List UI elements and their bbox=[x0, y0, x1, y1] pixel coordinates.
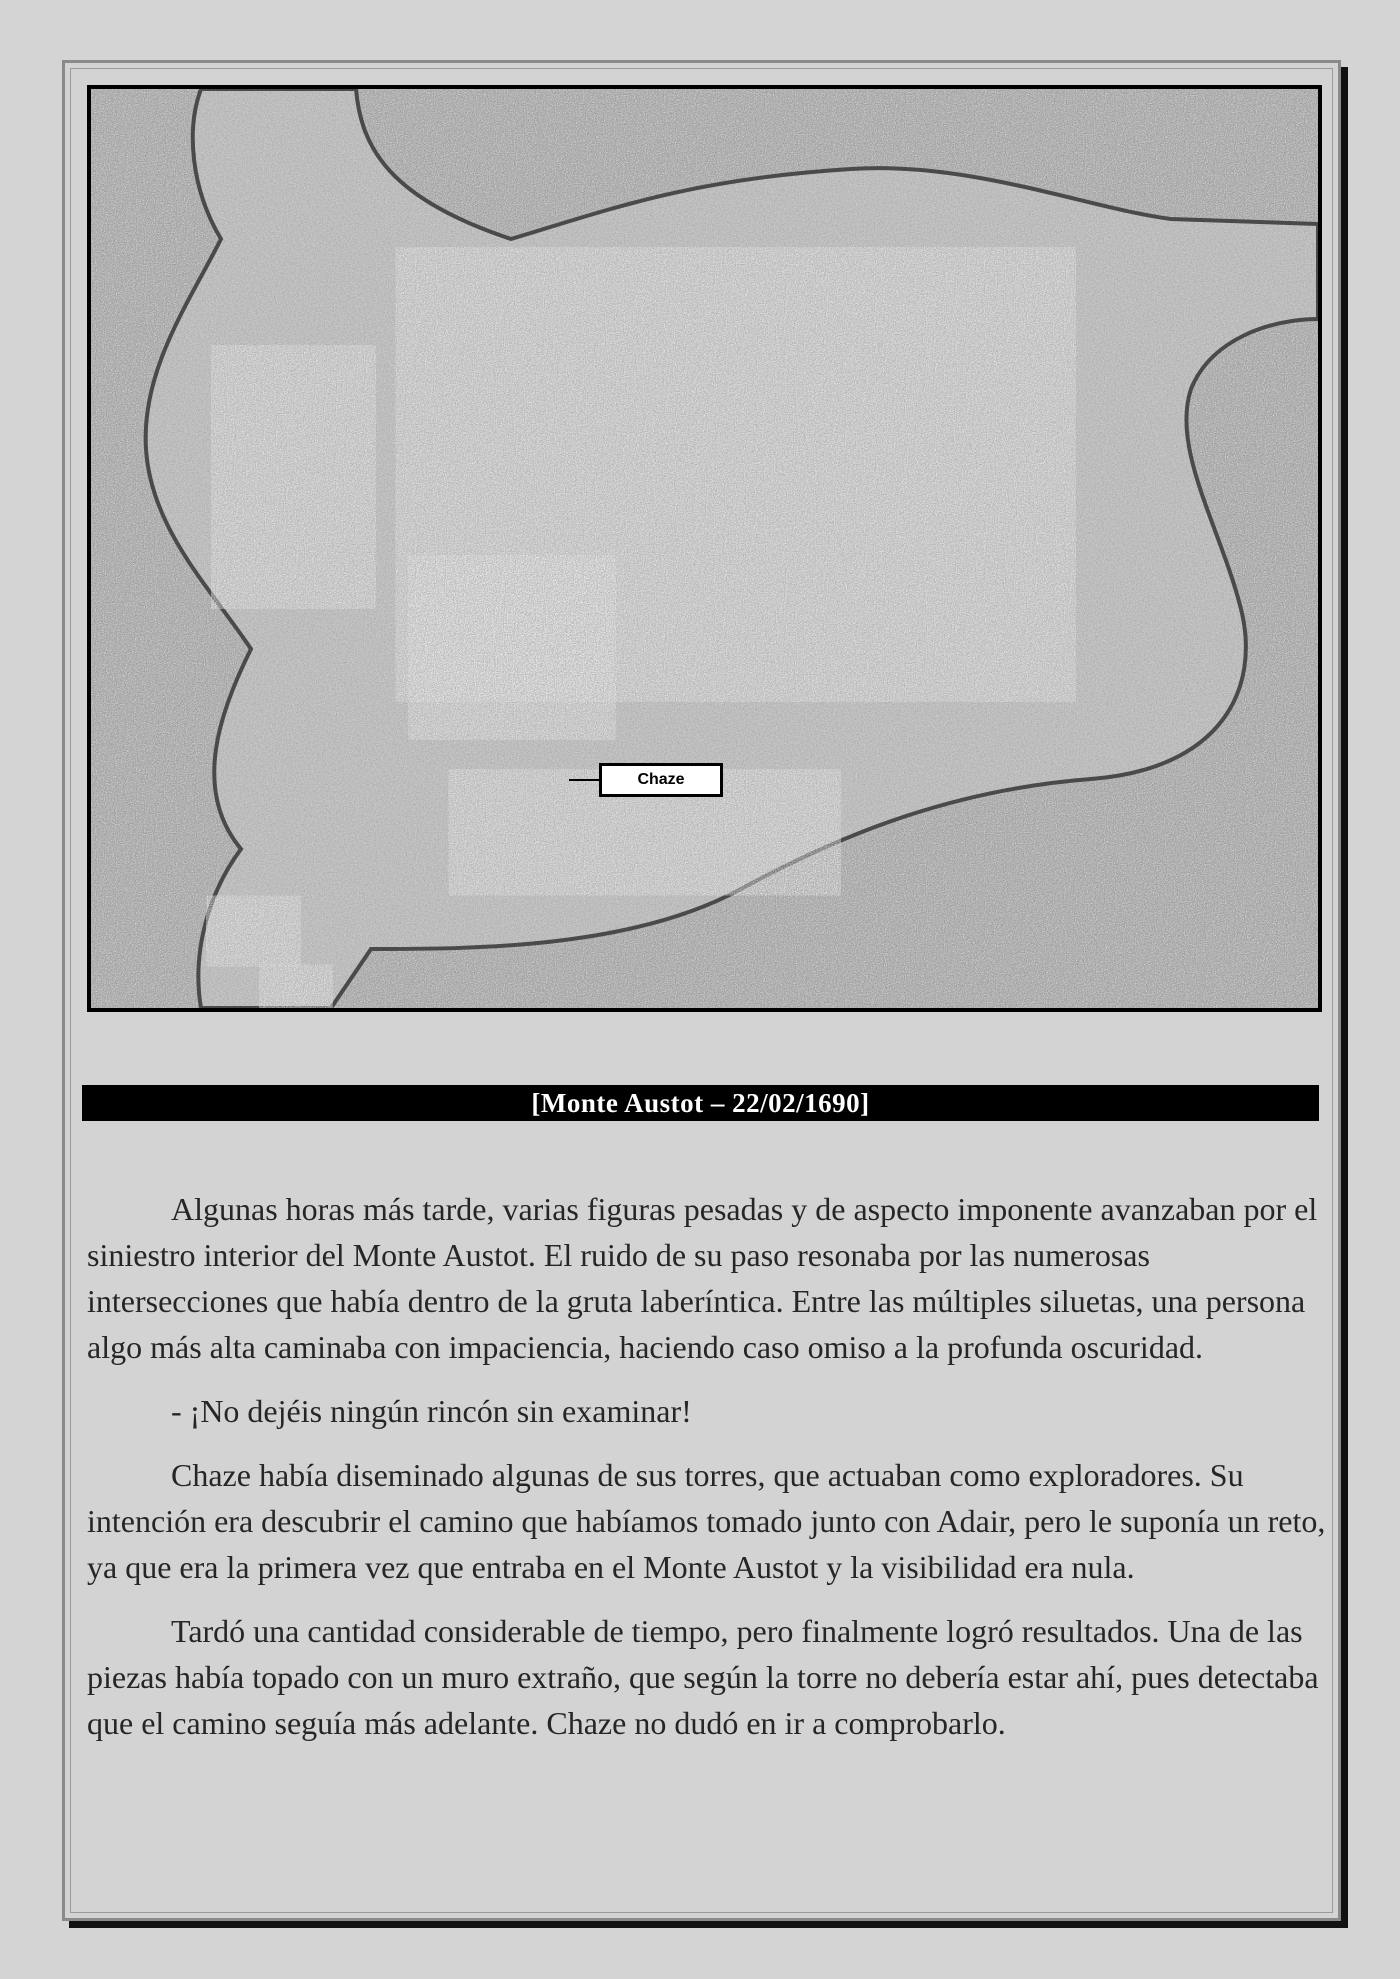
story-text bbox=[87, 1186, 1327, 1764]
cave-map bbox=[87, 85, 1322, 1012]
paragraph: Chaze había diseminado algunas de sus torres, que actuaban como exploradores. Su intención era descubrir el camino que habíamos tomado junto con Adair, pero le suponía un reto, ya que era la primera vez que entraba en el Monte Austot y la visibilidad era nula. bbox=[87, 1457, 1326, 1585]
map-label-pointer bbox=[569, 779, 599, 781]
dialogue-line: - ¡No dejéis ningún rincón sin examinar! bbox=[171, 1393, 692, 1429]
location-date-banner: [Monte Austot – 22/02/1690] bbox=[82, 1085, 1319, 1121]
page-frame bbox=[62, 60, 1341, 1921]
map-label-chaze: Chaze bbox=[599, 763, 723, 797]
paragraph: Algunas horas más tarde, varias figuras pesadas y de aspecto imponente avanzaban por el siniestro interior del Monte Austot. El ruido de su paso resonaba por las numerosas intersecciones que había dentro de la gruta laberíntica. Entre las múltiples siluetas, una persona algo más alta caminaba con impaciencia, haciendo caso omiso a la profunda oscuridad. bbox=[87, 1191, 1318, 1365]
cave-map-drawing bbox=[91, 89, 1318, 1008]
paragraph: Tardó una cantidad considerable de tiempo, pero finalmente logró resultados. Una de las piezas había topado con un muro extraño, que según la torre no debería estar ahí, pues detectaba que el camino seguía más adelante. Chaze no dudó en ir a comprobarlo. bbox=[87, 1613, 1319, 1741]
